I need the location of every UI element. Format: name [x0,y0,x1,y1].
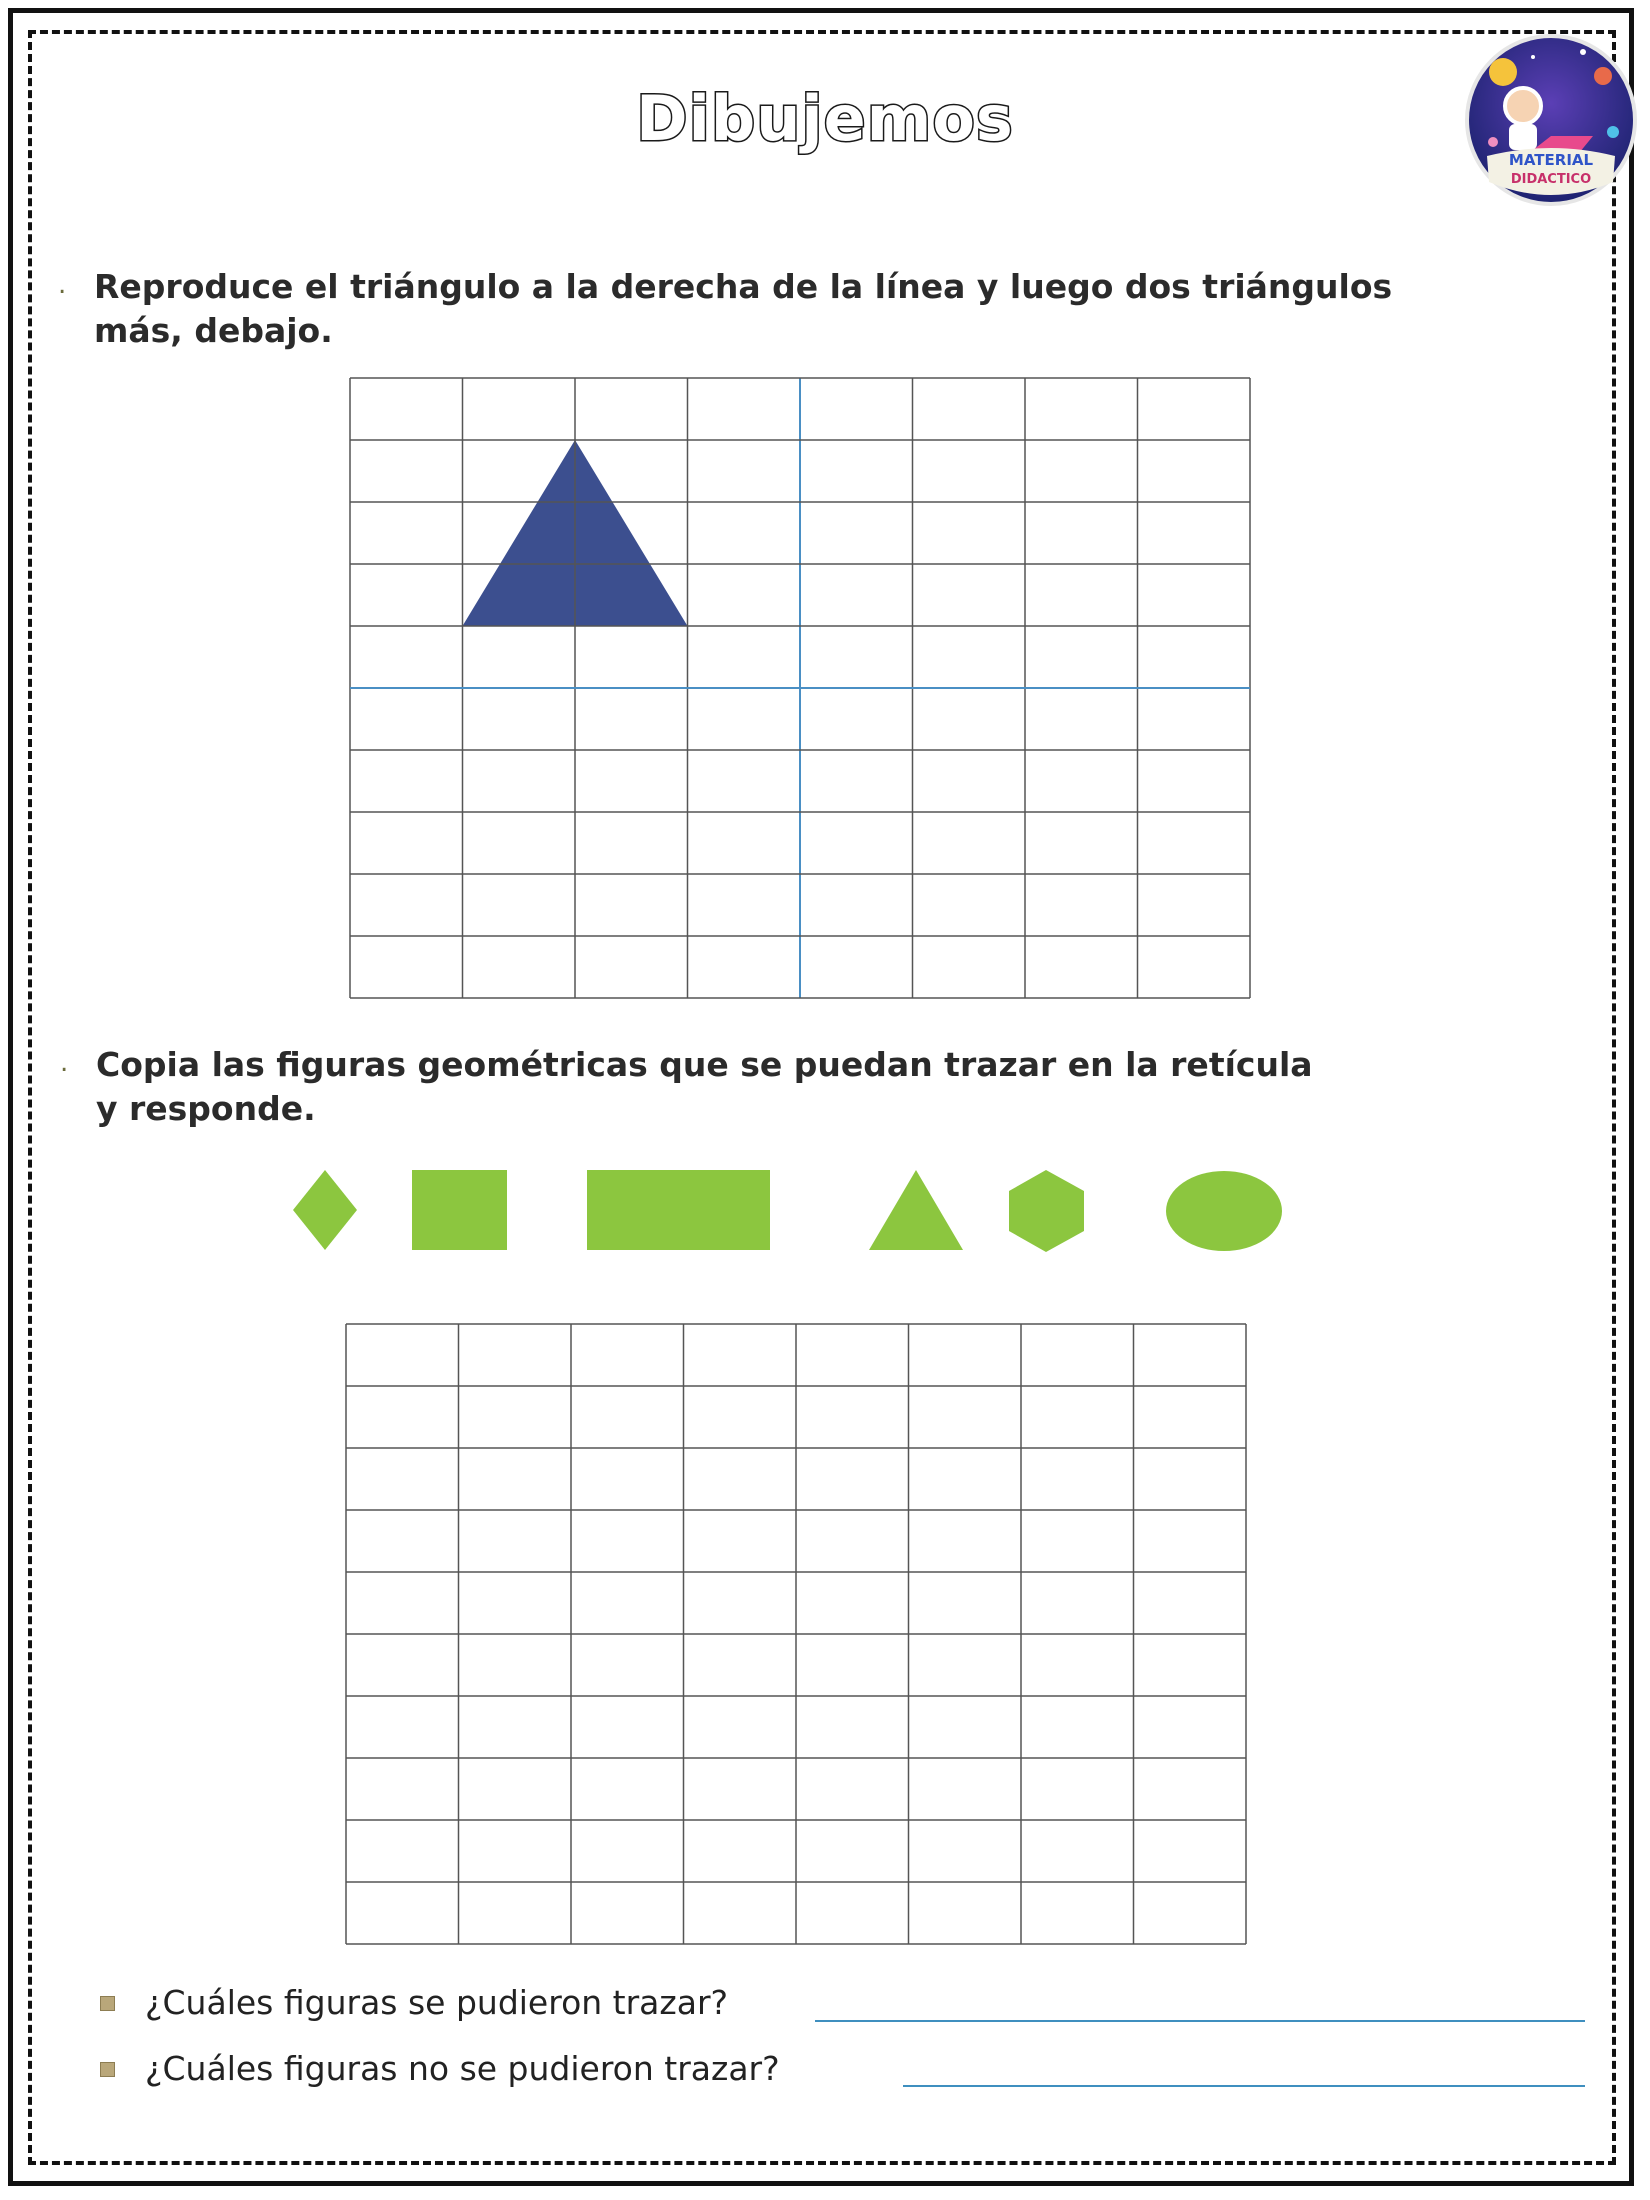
question2-bullet [100,2062,115,2077]
astronaut-logo-icon [1463,32,1639,208]
square-icon [412,1170,507,1250]
worksheet-title: Dibujemos [636,82,1014,155]
question1-bullet [100,1996,115,2011]
question1-text: ¿Cuáles figuras se pudieron trazar? [145,1983,729,2022]
task1-instruction-line2: más, debajo. [94,311,333,350]
rectangle-icon [587,1170,770,1250]
logo-text-2: DIDACTICO [1510,172,1592,187]
oval-icon [1166,1171,1282,1251]
shapes-row [280,1160,1300,1260]
rhombus-icon [293,1170,357,1250]
question2-answer-line[interactable] [903,2085,1585,2087]
question1-answer-line[interactable] [815,2020,1585,2022]
task2-instruction-line2: y responde. [96,1089,316,1128]
task1-instruction-line1: Reproduce el triángulo a la derecha de la línea y luego dos triángulos [94,267,1393,306]
logo-text-1: MATERIAL [1508,151,1594,169]
task2-grid[interactable] [344,1322,1248,1946]
task2-bullet: . [60,1048,69,1078]
triangle-icon [869,1170,963,1250]
hexagon-icon [1009,1170,1084,1252]
task1-bullet: . [58,270,67,300]
task1-grid[interactable] [348,376,1252,1000]
question2-text: ¿Cuáles figuras no se pudieron trazar? [145,2049,780,2088]
task2-instruction-line1: Copia las figuras geométricas que se puedan trazar en la retícula [96,1045,1313,1084]
